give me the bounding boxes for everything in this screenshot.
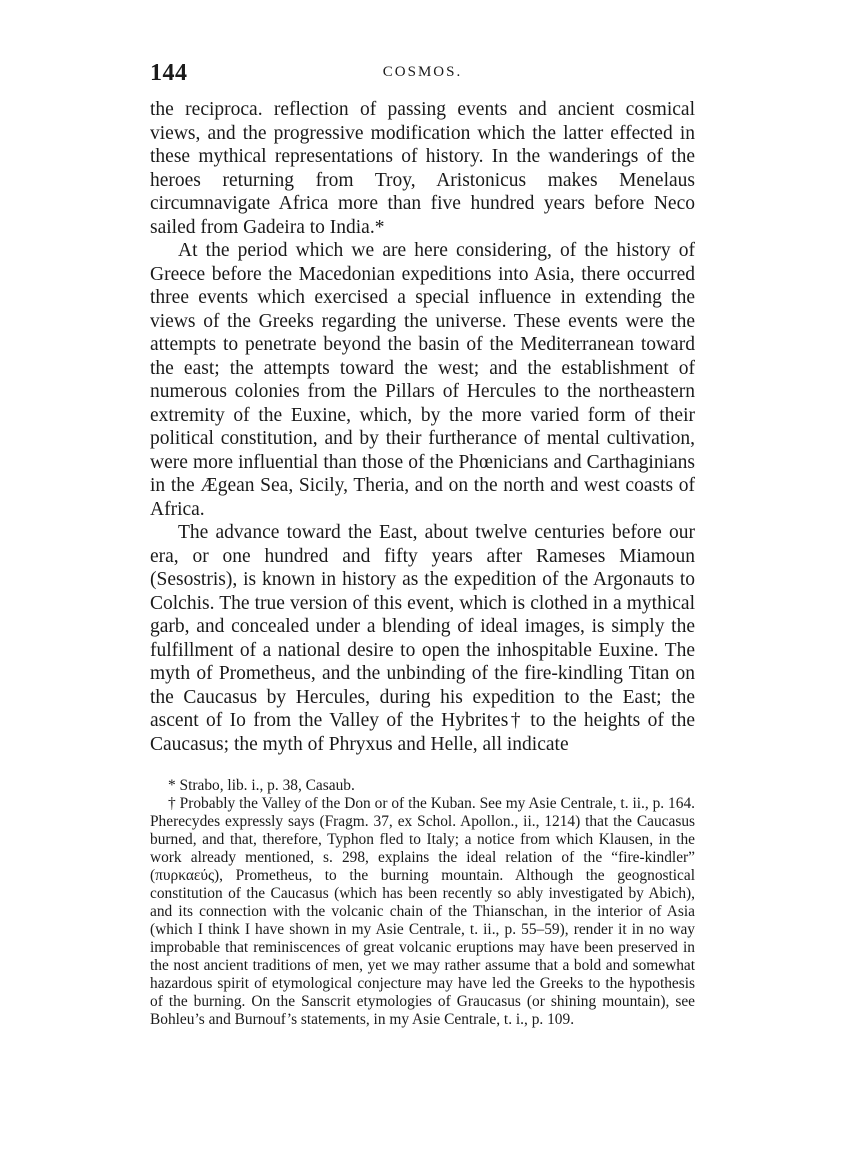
footnote: † Probably the Valley of the Don or of the Kuban. See my Asie Centrale, t. ii., p. 164. Pherecydes expressly says (Fragm. 37, ex Schol. Apollon., ii., 1214) that the Caucasus burned, and that, therefore, Typhon fled to Italy; a notice from which Klausen, in the work already mentioned, s. 298, explains the ideal relation of the “fire-kindler” (πυρκαεύς), Prometheus, to the burning mountain. Although the geognostical constitution of the Caucasus (which has been recently so ably investigated by Abich), and its connection with the volcanic chain of the Thianschan, in the interior of Asia (which I think I have shown in my Asie Centrale, t. ii., p. 55–59), render it in no way improbable that reminiscences of great volcanic eruptions may have been preserved in the nost ancient traditions of men, yet we may rather assume that a bold and somewhat hazardous spirit of etymological conjecture may have led the Greeks to the hypothesis of the burning. On the Sanscrit etymologies of Graucasus (or shining mountain), see Bohleu’s and Burnouf’s statements, in my Asie Centrale, t. i., p. 109. — [150, 795, 695, 1028]
footnote: * Strabo, lib. i., p. 38, Casaub. — [168, 777, 355, 794]
body-text — [150, 98, 695, 756]
body-paragraph: the reciproca. reflection of passing events and ancient cosmical views, and the progressive modification which the latter effected in these mythical representations of history. In the wanderings of the heroes returning from Troy, Aristonicus makes Menelaus circumnavigate Africa more than five hundred years before Neco sailed from Gadeira to India.* — [150, 99, 695, 238]
page-header — [150, 60, 695, 90]
footnotes — [150, 777, 695, 1029]
running-title: COSMOS. — [382, 64, 463, 80]
body-paragraph: The advance toward the East, about twelve centuries before our era, or one hundred and fifty years after Rameses Miamoun (Sesostris), is known in history as the expedition of the Argonauts to Colchis. The true version of this event, which is clothed in a mythical garb, and concealed under a blending of ideal images, is simply the fulfillment of a national desire to open the inhospitable Euxine. The myth of Prometheus, and the unbinding of the fire-kindling Titan on the Caucasus by Hercules, during his expedition to the East; the ascent of Io from the Valley of the Hybrites† to the heights of the Caucasus; the myth of Phryxus and Helle, all indicate — [150, 522, 695, 755]
body-paragraph: At the period which we are here considering, of the history of Greece before the Macedonian expeditions into Asia, there occurred three events which exercised a special influence in extending the views of the Greeks regarding the universe. These events were the attempts to penetrate beyond the basin of the Mediterranean toward the east; the attempts toward the west; and the establishment of numerous colonies from the Pillars of Hercules to the northeastern extremity of the Euxine, which, by the more varied form of their political constitution, and by their furtherance of mental cultivation, were more influential than those of the Phœnicians and Carthaginians in the Ægean Sea, Sicily, Theria, and on the north and west coasts of Africa. — [150, 240, 695, 520]
page-number: 144 — [150, 60, 188, 86]
